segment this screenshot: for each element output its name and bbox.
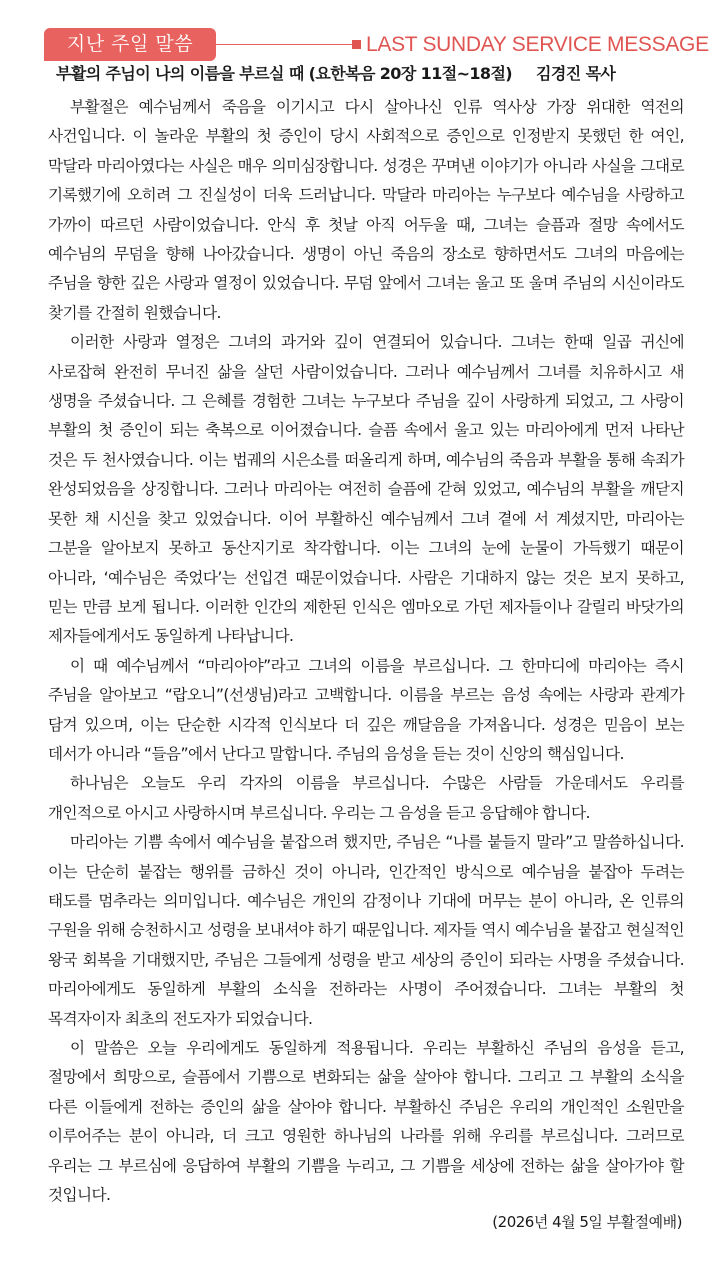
sermon-paragraph: 이 때 예수님께서 “마리아야”라고 그녀의 이름을 부르십니다. 그 한마디에 마리아는 즉시 주님을 알아보고 “랍오니”(선생님)라고 고백합니다. 이름을 부르는 음성 속에는 사랑과 관계가 담겨 있으며, 이는 단순한 시각적 인식보다 더 깊은 깨달음을 가져옵니다. 성경은 믿음이 보는 데서가 아니라 “들음”에서 난다고 말합니다. 주님의 음성을 듣는 것이 신앙의 핵심입니다. (48, 656, 684, 763)
sermon-body (48, 93, 684, 1210)
preacher-name: 김경진 목사 (536, 64, 616, 83)
sermon-paragraph: 이러한 사랑과 열정은 그녀의 과거와 깊이 연결되어 있습니다. 그녀는 한때 일곱 귀신에 사로잡혀 완전히 무너진 삶을 살던 사람이었습니다. 그러나 예수님께서 그녀를 치유하시고 새 생명을 주셨습니다. 그 은혜를 경험한 그녀는 누구보다 주님을 깊이 사랑하게 되었고, 그 사랑이 부활의 첫 증인이 되는 축복으로 이어졌습니다. 슬픔 속에서 울고 있는 마리아에게 먼저 나타난 것은 두 천사였습니다. 이는 법궤의 시은소를 떠올리게 하며, 예수님의 죽음과 부활을 통해 속죄가 완성되었음을 상징합니다. 그러나 마리아는 여전히 슬픔에 갇혀 있었고, 예수님의 부활을 깨닫지 못한 채 시신을 찾고 있었습니다. 이어 부활하신 예수님께서 그녀 곁에 서 계셨지만, 마리아는 그분을 알아보지 못하고 동산지기로 착각합니다. 이는 그녀의 눈에 눈물이 가득했기 때문이 아니라, ‘예수님은 죽었다’는 선입견 때문이었습니다. 사람은 기대하지 않는 것은 보지 못하고, 믿는 만큼 보게 됩니다. 이러한 인간의 제한된 인식은 엠마오로 가던 제자들이나 갈릴리 바닷가의 제자들에게서도 동일하게 나타납니다. (48, 333, 684, 646)
sermon-title-line (56, 62, 696, 86)
sermon-title: 부활의 주님이 나의 이름을 부르실 때 (요한복음 20장 11절~18절) (56, 64, 513, 83)
header-divider-line (216, 44, 354, 45)
english-section-title: LAST SUNDAY SERVICE MESSAGE (366, 33, 709, 56)
section-tab-label: 지난 주일 말씀 (44, 28, 216, 61)
service-date-note: (2026년 4월 5일 부활절예배) (492, 1213, 682, 1231)
sermon-paragraph: 마리아는 기쁨 속에서 예수님을 붙잡으려 했지만, 주님은 “나를 붙들지 말라”고 말씀하십니다. 이는 단순히 붙잡는 행위를 금하신 것이 아니라, 인간적인 방식으로 예수님을 붙잡아 두려는 태도를 멈추라는 의미입니다. 예수님은 개인의 감정이나 기대에 머무는 분이 아니라, 온 인류의 구원을 위해 승천하시고 성령을 보내셔야 하기 때문입니다. 제자들 역시 예수님을 붙잡고 현실적인 왕국 회복을 기대했지만, 주님은 그들에게 성령을 받고 세상의 증인이 되라는 사명을 주셨습니다. 마리아에게도 동일하게 부활의 소식을 전하라는 사명이 주어졌습니다. 그녀는 부활의 첫 목격자이자 최초의 전도자가 되었습니다. (48, 833, 684, 1028)
square-bullet-icon (352, 40, 361, 49)
section-header (0, 28, 720, 62)
sermon-paragraph: 이 말씀은 오늘 우리에게도 동일하게 적용됩니다. 우리는 부활하신 주님의 음성을 듣고, 절망에서 희망으로, 슬픔에서 기쁨으로 변화되는 삶을 살아야 합니다. 그리고 그 부활의 소식을 다른 이들에게 전하는 증인의 삶을 살아야 합니다. 부활하신 주님은 우리의 개인적인 소원만을 이루어주는 분이 아니라, 더 크고 영원한 하나님의 나라를 위해 우리를 부르십니다. 그러므로 우리는 그 부르심에 응답하여 부활의 기쁨을 누리고, 그 기쁨을 세상에 전하는 삶을 살아가야 할 것입니다. (48, 1039, 684, 1205)
sermon-paragraph: 하나님은 오늘도 우리 각자의 이름을 부르십니다. 수많은 사람들 가운데서도 우리를 개인적으로 아시고 사랑하시며 부르십니다. 우리는 그 음성을 듣고 응답해야 합니다. (48, 774, 684, 822)
sermon-paragraph: 부활절은 예수님께서 죽음을 이기시고 다시 살아나신 인류 역사상 가장 위대한 역전의 사건입니다. 이 놀라운 부활의 첫 증인이 당시 사회적으로 증인으로 인정받지 못했던 한 여인, 막달라 마리아였다는 사실은 매우 의미심장합니다. 성경은 꾸며낸 이야기가 아니라 사실을 그대로 기록했기에 오히려 그 진실성이 더욱 드러납니다. 막달라 마리아는 누구보다 예수님을 사랑하고 가까이 따르던 사람이었습니다. 안식 후 첫날 아직 어두울 때, 그녀는 슬픔과 절망 속에서도 예수님의 무덤을 향해 나아갔습니다. 생명이 아닌 죽음의 장소로 향하면서도 그녀의 마음에는 주님을 향한 깊은 사랑과 열정이 있었습니다. 무덤 앞에서 그녀는 울고 또 울며 주님의 시신이라도 찾기를 간절히 원했습니다. (48, 98, 684, 322)
